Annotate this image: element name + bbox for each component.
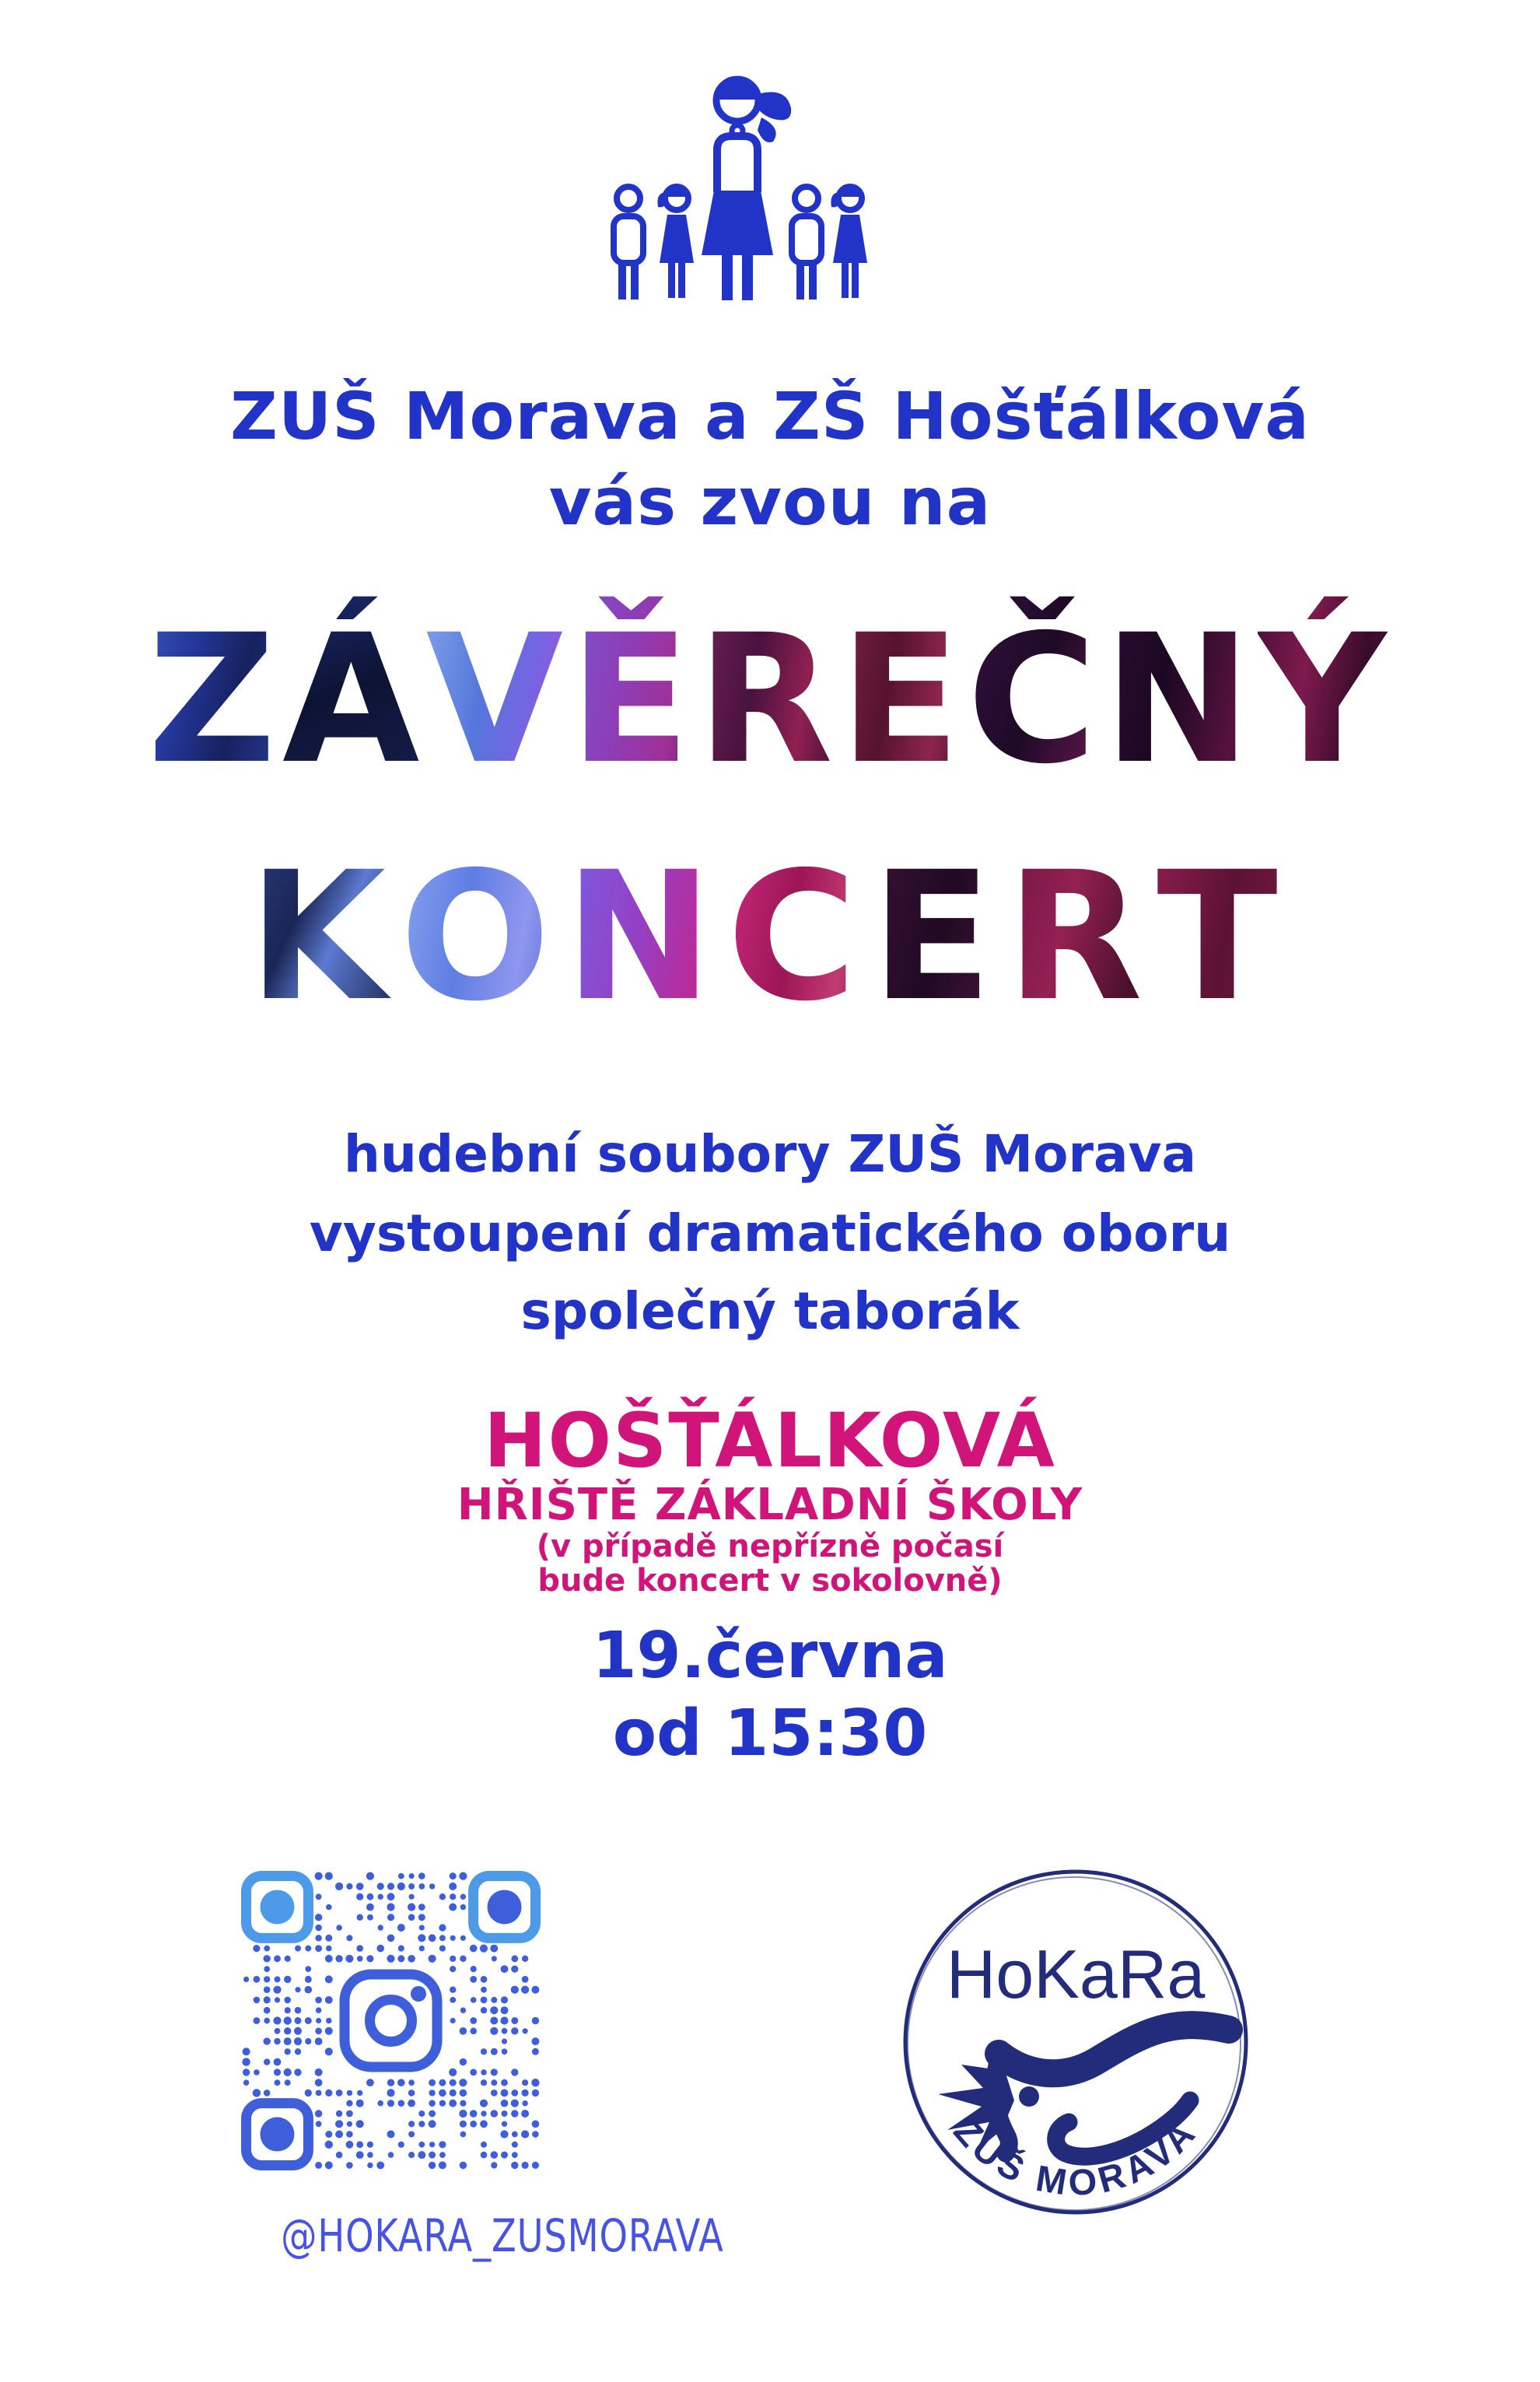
title-letter: N	[1103, 596, 1258, 803]
title-letter: T	[1157, 833, 1292, 1040]
title-letter: V	[425, 596, 569, 803]
teacher-figure	[702, 79, 791, 300]
title-letter: E	[839, 596, 968, 803]
logo-name: HoKaRa	[946, 1935, 1206, 2012]
title-letter: O	[399, 833, 565, 1040]
title-letter: Č	[967, 596, 1104, 803]
event-time: od 15:30	[612, 1697, 928, 1771]
instagram-handle	[226, 2209, 724, 2262]
title-letter: Ý	[1258, 596, 1393, 803]
program-line-1: hudební soubory ZUŠ Morava	[343, 1124, 1197, 1184]
bird-eye	[1019, 2086, 1039, 2107]
girl-figure	[657, 185, 694, 298]
intro-line-1: ZUŠ Morava a ZŠ Hošťálková	[230, 378, 1310, 454]
qr-finder-top-right	[474, 1876, 536, 1939]
venue-place: HŘIŠTĚ ZÁKLADNÍ ŠKOLY	[457, 1480, 1083, 1530]
instagram-icon	[345, 1974, 437, 2067]
teacher-with-children-icon	[607, 74, 872, 307]
poster-title-line-2	[0, 833, 1540, 1040]
venue-note-line-1: (v případě nepřízně počasí	[536, 1529, 1004, 1564]
bird-body	[999, 2025, 1229, 2073]
program-line-2: vystoupení dramatického oboru	[309, 1203, 1231, 1263]
logo-subtitle: ZUŠ MORAVA	[946, 2110, 1206, 2204]
hokara-logo	[901, 1861, 1251, 2223]
poster-title-line-1	[0, 596, 1540, 803]
title-letter: E	[870, 833, 1006, 1040]
program-line-3: společný taborák	[520, 1281, 1020, 1341]
title-letter: Á	[282, 596, 426, 803]
title-letter: R	[1006, 833, 1157, 1040]
qr-finder-top-left	[247, 1876, 309, 1939]
boy-figure	[792, 187, 821, 300]
title-letter: C	[726, 833, 871, 1040]
title-letter: Ě	[569, 596, 697, 803]
venue-note-line-2: bude koncert v sokolovně)	[537, 1563, 1003, 1599]
title-letter: K	[248, 833, 400, 1040]
qr-finder-bottom-left	[247, 2104, 309, 2166]
intro-line-2: vás zvou na	[548, 464, 992, 540]
qr-code	[241, 1871, 541, 2170]
venue-name: HOŠŤÁLKOVÁ	[484, 1397, 1056, 1484]
title-letter: R	[696, 596, 840, 803]
boy-figure	[614, 187, 643, 300]
event-date: 19.června	[592, 1619, 948, 1693]
title-letter: Z	[147, 596, 283, 803]
title-letter: N	[564, 833, 727, 1040]
instagram-qr-code	[241, 1871, 541, 2170]
girl-figure	[831, 185, 867, 298]
instagram-handle-text: @HOKARA_ZUSMORAVA	[281, 2209, 724, 2262]
